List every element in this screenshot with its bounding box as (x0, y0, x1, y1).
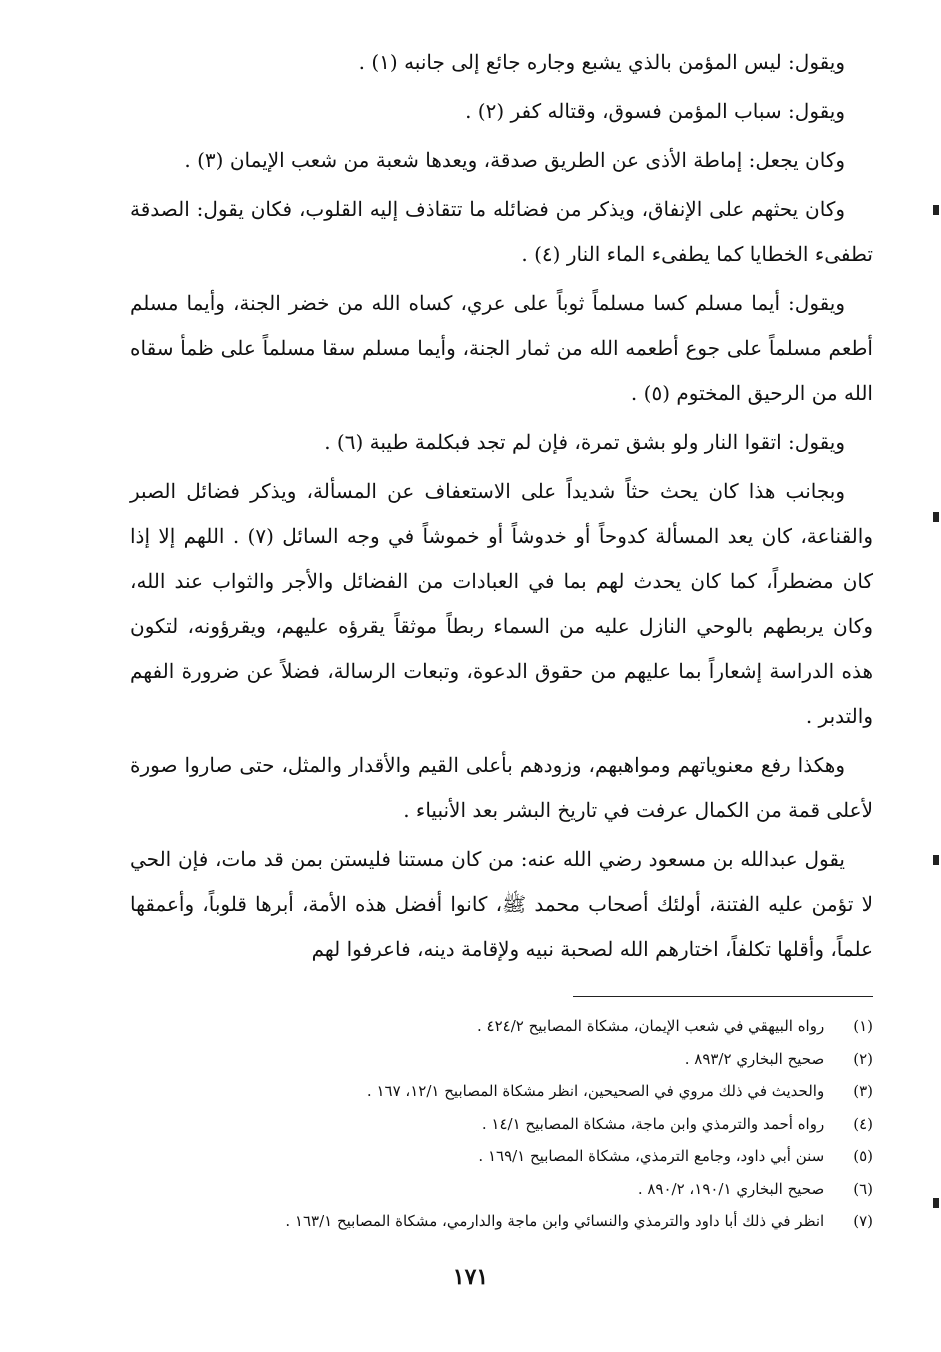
footnote-text: صحيح البخاري ١٩٠/١، ٨٩٠/٢ . (637, 1179, 825, 1198)
footnote-text: والحديث في ذلك مروي في الصحيحين، انظر مشكاة المصابيح ١٢/١، ١٦٧ . (366, 1082, 825, 1100)
footnote-item (150, 1173, 873, 1206)
footnotes (150, 1010, 873, 1238)
margin-mark (933, 1198, 939, 1208)
paragraph: ويقول: سباب المؤمن فسوق، وقتاله كفر (٢) . (465, 99, 845, 123)
footnote-text: سنن أبي داود، وجامع الترمذي، مشكاة المصابيح ١٦٩/١ . (478, 1147, 825, 1165)
footnote-text: انظر في ذلك أبا داود والترمذي والنسائي وابن ماجة والدارمي، مشكاة المصابيح ١٦٣/١ . (285, 1212, 825, 1230)
page-number: ١٧١ (452, 1264, 489, 1290)
footnote-text: رواه أحمد والترمذي وابن ماجة، مشكاة المصابيح ١٤/١ . (481, 1114, 825, 1133)
margin-mark (933, 512, 939, 522)
paragraph: ويقول: ليس المؤمن بالذي يشبع وجاره جائع إلى جانبه (١) . (358, 50, 845, 74)
footnote-divider (573, 996, 873, 997)
footnote-number: (٧) (853, 1212, 873, 1230)
footnote-item (150, 1108, 873, 1141)
margin-mark (933, 855, 939, 865)
footnote-text: صحيح البخاري ٨٩٣/٢ . (684, 1049, 825, 1068)
paragraph: وهكذا رفع معنوياتهم ومواهبهم، وزودهم بأعلى القيم والأقدار والمثل، حتى صاروا صورة لأعلى قمة من الكمال عرفت في تاريخ البشر بعد الأنبياء . (130, 753, 873, 822)
footnote-item (150, 1043, 873, 1076)
footnote-item (150, 1205, 873, 1238)
footnote-number: (٦) (853, 1179, 873, 1198)
main-text (130, 40, 873, 976)
footnote-item (150, 1140, 873, 1173)
footnote-number: (٣) (853, 1082, 873, 1100)
footnote-number: (١) (853, 1017, 873, 1035)
paragraph: ويقول: أيما مسلم كسا مسلماً ثوباً على عري، كساه الله من خضر الجنة، وأيما مسلم أطعم مسلماً على جوع أطعمه الله من ثمار الجنة، وأيما مسلم سقا مسلماً على ظمأ سقاه الله من الرحيق المختوم (٥) . (130, 291, 873, 405)
footnote-number: (٥) (853, 1147, 873, 1165)
paragraph: يقول عبدالله بن مسعود رضي الله عنه: من كان مستنا فليستن بمن قد مات، فإن الحي لا تؤمن عليه الفتنة، أولئك أصحاب محمد ﷺ، كانوا أفضل هذه الأمة، أبرها قلوباً، وأعمقها علماً، وأقلها تكلفاً، اختارهم الله لصحبة نبيه ولإقامة دينه، فاعرفوا لهم (130, 847, 873, 961)
margin-mark (933, 205, 939, 215)
paragraph: وكان يحثهم على الإنفاق، ويذكر من فضائله ما تتقاذف إليه القلوب، فكان يقول: الصدقة تطفىء الخطايا كما يطفىء الماء النار (٤) . (130, 197, 873, 266)
paragraph: وبجانب هذا كان يحث حثاً شديداً على الاستعفاف عن المسألة، ويذكر فضائل الصبر والقناعة، كان يعد المسألة كدوحاً أو خدوشاً أو خموشاً في وجه السائل (٧) . اللهم إلا إذا كان مضطراً، كما كان يحدث لهم بما في العبادات من الفضائل والأجر والثواب عند الله، وكان يربطهم بالوحي النازل عليه من السماء ربطاً موثقاً يقرؤه عليهم، ويقرؤونه، لتكون هذه الدراسة إشعاراً بما عليهم من حقوق الدعوة، وتبعات الرسالة، فضلاً عن ضرورة الفهم والتدبر . (130, 479, 873, 728)
footnote-number: (٢) (853, 1049, 873, 1068)
footnote-item (150, 1010, 873, 1043)
paragraph: ويقول: اتقوا النار ولو بشق تمرة، فإن لم تجد فبكلمة طيبة (٦) . (324, 430, 845, 454)
footnote-number: (٤) (853, 1114, 873, 1133)
footnote-text: رواه البيهقي في شعب الإيمان، مشكاة المصابيح ٤٢٤/٢ . (477, 1017, 825, 1035)
paragraph: وكان يجعل: إماطة الأذى عن الطريق صدقة، ويعدها شعبة من شعب الإيمان (٣) . (184, 148, 845, 172)
footnote-item (150, 1075, 873, 1108)
